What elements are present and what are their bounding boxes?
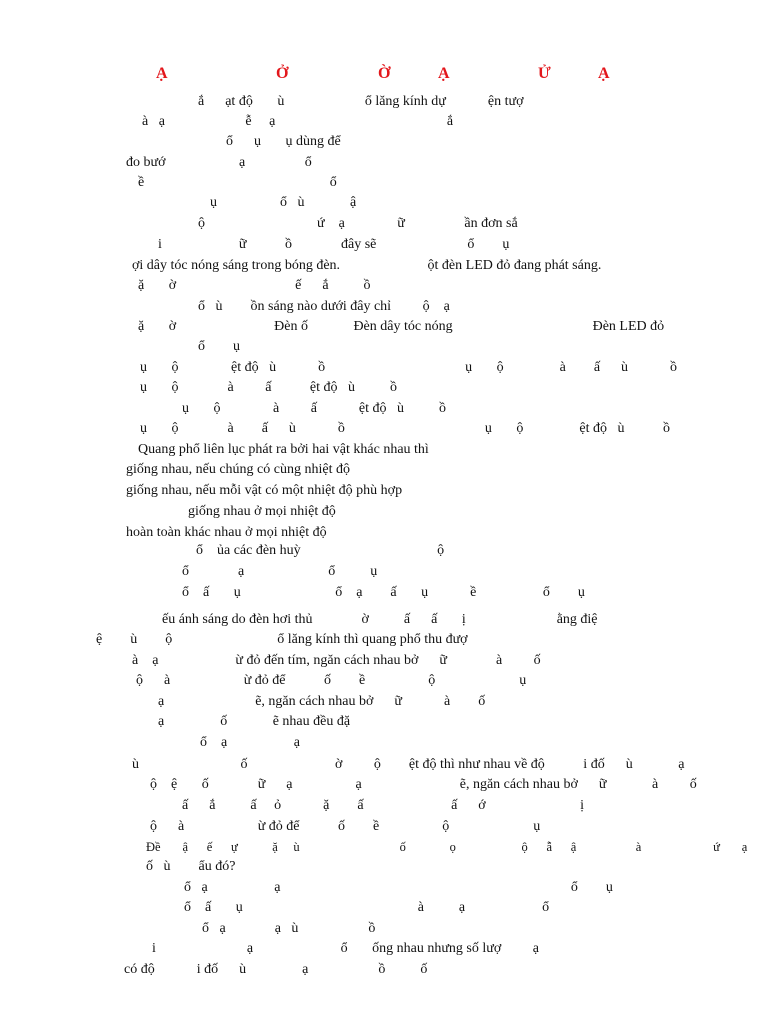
- text-line: ổ ụ: [198, 339, 240, 354]
- text-line: ạ ẽ, ngăn cách nhau bở ữ à ố: [158, 694, 486, 709]
- text-line: hoàn toàn khác nhau ở mọi nhiệt độ: [126, 525, 327, 540]
- text-line: ụ ộ à ấ ù ồ ụ ộ ệt độ ù ồ: [140, 421, 671, 436]
- text-line: ổ ấ ụ à ạ ổ: [184, 900, 550, 915]
- title-fragment: Ạ: [156, 65, 168, 82]
- text-line: ù ố ờ ộ ệt độ thì như nhau về độ i đố ù ạ: [132, 757, 685, 772]
- text-line: ộ ệ ố ữ ạ ạ ẽ, ngăn cách nhau bở ữ à ố: [150, 777, 697, 792]
- text-line: ụ ộ à ấ ệt độ ù ồ: [140, 380, 398, 395]
- text-line: ụ ộ ệt độ ù ồ ụ ộ à ấ ù ồ: [140, 360, 678, 375]
- text-line: ấ ắ ấ ỏ ặ ấ ấ ớ ị: [182, 798, 585, 813]
- text-line: ệ ù ộ ổ lăng kính thì quang phổ thu đượ: [96, 632, 468, 647]
- text-line: giống nhau, nếu chúng có cùng nhiệt độ: [126, 462, 350, 477]
- text-line: ề ổ: [138, 175, 337, 190]
- text-line: ổ ạ ạ ổ ụ: [184, 880, 613, 895]
- text-line: à ạ ễ ạ ắ: [142, 114, 454, 129]
- title-fragment: Ạ: [438, 65, 450, 82]
- text-line: ổ ạ ổ ụ: [182, 564, 378, 579]
- text-line: có độ i đố ù ạ ồ ố: [124, 962, 428, 977]
- text-line: ộ à ừ đỏ để ố ề ộ ụ: [136, 673, 527, 688]
- text-line: ụ ổ ù ậ: [210, 195, 357, 210]
- text-line: ặ ờ ế ắ ồ: [138, 278, 371, 293]
- text-line: i ạ ổ ống nhau nhưng số lượ ạ: [152, 941, 539, 956]
- text-line: ặ ờ Đèn ố Đèn dây tóc nóng Đèn LED đỏ: [138, 319, 665, 334]
- title-fragment: Ờ: [378, 65, 391, 82]
- text-line: ổ ù ồn sáng nào dưới đây chỉ ộ ạ: [198, 299, 450, 314]
- text-line: ổ ấ ụ ổ ạ ấ ụ ề ổ ụ: [182, 585, 585, 600]
- text-line: đo bướ ạ ổ: [126, 155, 312, 170]
- title-fragment: Ạ: [598, 65, 610, 82]
- text-line: ộ à ừ đỏ để ố ề ộ ụ: [150, 819, 541, 834]
- text-line: ếu ánh sáng do đèn hơi thủ ờ ấ ấ ị ằng điệ: [162, 612, 598, 627]
- text-line: Quang phổ liên lục phát ra bởi hai vật khác nhau thì: [138, 442, 429, 457]
- title-fragment: Ở: [276, 65, 289, 82]
- text-line: ạ ố ẽ nhau đều đặ: [158, 714, 351, 729]
- text-line: ộ ứ ạ ữ ần đơn sắ: [198, 216, 518, 231]
- text-line: ụ ộ à ấ ệt độ ù ồ: [182, 401, 447, 416]
- text-line: giống nhau ở mọi nhiệt độ: [188, 504, 336, 519]
- text-line: ổ ạ ạ: [200, 735, 300, 750]
- text-line: ợi dây tóc nóng sáng trong bóng đèn. ột đèn LED đỏ đang phát sáng.: [132, 258, 602, 273]
- title-fragment: Ử: [538, 65, 551, 82]
- text-line: ắ ạt độ ù ổ lăng kính dự ện tượ: [198, 94, 524, 109]
- text-line: Đề ậ ế ự ặ ù ố ọ ộ ẫ ậ à ứ ạ: [146, 840, 748, 854]
- text-line: ổ ụ ụ dùng để: [226, 134, 341, 149]
- text-line: ổ ạ ạ ù ồ: [202, 921, 376, 936]
- text-line: ổ ủa các đèn huỳ ộ: [196, 543, 445, 558]
- text-line: i ữ ồ đây sẽ ổ ụ: [158, 237, 510, 252]
- text-line: ố ù ẩu đó?: [146, 859, 236, 874]
- text-line: à ạ ừ đỏ đến tím, ngăn cách nhau bở ữ à ố: [132, 653, 541, 668]
- text-line: giống nhau, nếu mỗi vật có một nhiệt độ phù hợp: [126, 483, 403, 498]
